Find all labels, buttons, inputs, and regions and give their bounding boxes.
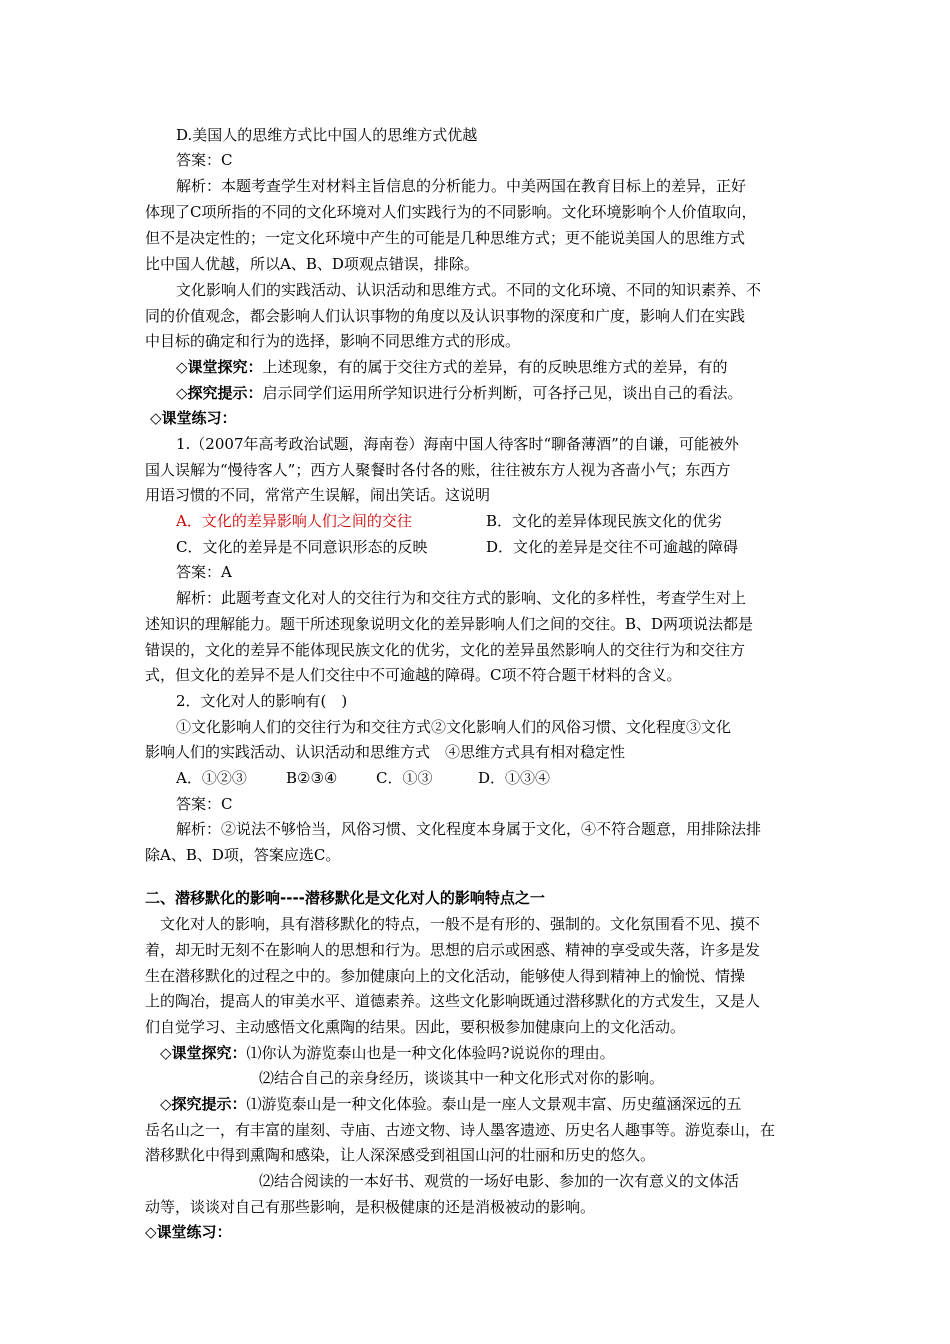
s2-practice-label: ◇课堂练习： — [145, 1223, 232, 1241]
paragraph-line: 文化影响人们的实践活动、认识活动和思维方式。不同的文化环境、不同的知识素养、不 — [176, 281, 762, 299]
s2-explore-1: ⑴你认为游览泰山也是一种文化体验吗?说说你的理由。 — [246, 1044, 615, 1062]
q1-analysis-line: 错误的，文化的差异不能体现民族文化的优劣，文化的差异虽然影响人的交往行为和交往方 — [145, 641, 746, 659]
analysis-line: 解析：本题考查学生对材料主旨信息的分析能力。中美两国在教育目标上的差异，正好 — [176, 177, 747, 195]
s2-hint-2-line: ⑵结合阅读的一本好书、观赏的一场好电影、参加的一次有意义的文体活 — [259, 1172, 740, 1190]
option-d: D.美国人的思维方式比中国人的思维方式优越 — [176, 126, 478, 144]
q2-stem: 2．文化对人的影响有( ) — [176, 692, 348, 710]
q2-option-b: B②③④ — [286, 769, 338, 787]
q1-stem-line: 国人误解为“慢待客人”；西方人聚餐时各付各的账，往往被东方人视为吝啬小气；东西方 — [145, 461, 731, 479]
hint-text: 启示同学们运用所学知识进行分析判断，可各抒己见，谈出自己的看法。 — [262, 384, 743, 402]
q1-option-a: A．文化的差异影响人们之间的交往 — [176, 512, 412, 530]
s2-hint-label: ◇探究提示： — [160, 1095, 247, 1113]
q2-analysis-line: 除A、B、D项，答案应选C。 — [145, 846, 341, 864]
s2-paragraph-line: 生在潜移默化的过程之中的。参加健康向上的文化活动，能够使人得到精神上的愉悦、情操 — [145, 967, 746, 985]
paragraph-line: 同的价值观念，都会影响人们认识事物的角度以及认识事物的深度和广度，影响人们在实践 — [145, 307, 746, 325]
analysis-line: 比中国人优越，所以A、B、D项观点错误，排除。 — [145, 255, 479, 273]
q2-option-c: C．①③ — [376, 769, 433, 787]
paragraph-line: 中目标的确定和行为的选择，影响不同思维方式的形成。 — [145, 332, 521, 350]
q1-option-d: D．文化的差异是交往不可逾越的障碍 — [486, 538, 739, 556]
s2-explore-2: ⑵结合自己的亲身经历，谈谈其中一种文化形式对你的影响。 — [259, 1069, 665, 1087]
q1-stem-line: 用语习惯的不同，常常产生误解，闹出笑话。这说明 — [145, 486, 491, 504]
s2-explore-label: ◇课堂探究： — [160, 1044, 247, 1062]
analysis-line: 但不是决定性的；一定文化环境中产生的可能是几种思维方式；更不能说美国人的思维方式 — [145, 229, 746, 247]
practice-label: ◇课堂练习： — [150, 409, 237, 427]
q1-analysis-line: 式，但文化的差异不是人们交往中不可逾越的障碍。C项不符合题干材料的含义。 — [145, 666, 682, 684]
s2-hint-1-line: 岳名山之一，有丰富的崖刻、寺庙、古迹文物、诗人墨客遗迹、历史名人趣事等。游览泰山，在 — [145, 1121, 776, 1139]
q1-answer: 答案：A — [176, 563, 232, 581]
analysis-line: 体现了C项所指的不同的文化环境对人们实践行为的不同影响。文化环境影响个人价值取向， — [145, 203, 757, 221]
explore-label: ◇课堂探究： — [176, 358, 263, 376]
q1-option-c: C．文化的差异是不同意识形态的反映 — [176, 538, 428, 556]
q2-option-a: A．①②③ — [176, 769, 247, 787]
s2-explore-line — [160, 1043, 615, 1063]
s2-paragraph-line: 着，却无时无刻不在影响人的思想和行为。思想的启示或困惑、精神的享受或失落，许多是发 — [145, 941, 761, 959]
q1-analysis-line: 述知识的理解能力。题干所述现象说明文化的差异影响人们之间的交往。B、D两项说法都是 — [145, 615, 754, 633]
q2-items-line: 影响人们的实践活动、认识活动和思维方式 ④思维方式具有相对稳定性 — [145, 743, 626, 761]
s2-hint-2-line: 动等，谈谈对自己有那些影响，是积极健康的还是消极被动的影响。 — [145, 1198, 596, 1216]
explore-line — [176, 357, 728, 377]
q2-analysis-line: 解析：②说法不够恰当，风俗习惯、文化程度本身属于文化，④不符合题意，用排除法排 — [176, 820, 762, 838]
s2-paragraph-line: 文化对人的影响，具有潜移默化的特点，一般不是有形的、强制的。文化氛围看不见、摸不 — [160, 915, 761, 933]
q2-items-line: ①文化影响人们的交往行为和交往方式②文化影响人们的风俗习惯、文化程度③文化 — [176, 718, 732, 736]
s2-paragraph-line: 们自觉学习、主动感悟文化熏陶的结果。因此，要积极参加健康向上的文化活动。 — [145, 1018, 686, 1036]
s2-hint-1: ⑴游览泰山是一种文化体验。泰山是一座人文景观丰富、历史蕴涵深远的五 — [246, 1095, 742, 1113]
s2-hint-line — [160, 1094, 742, 1114]
explore-text: 上述现象，有的属于交往方式的差异，有的反映思维方式的差异，有的 — [262, 358, 728, 376]
hint-line — [176, 383, 743, 403]
q1-option-b: B．文化的差异体现民族文化的优劣 — [486, 512, 723, 530]
section-heading: 二、潜移默化的影响----潜移默化是文化对人的影响特点之一 — [145, 889, 545, 907]
q1-stem-line: 1.（2007年高考政治试题，海南卷）海南中国人待客时“聊备薄酒”的自谦，可能被外 — [176, 435, 739, 453]
q2-answer: 答案：C — [176, 795, 233, 813]
hint-label: ◇探究提示： — [176, 384, 263, 402]
q1-analysis-line: 解析：此题考查文化对人的交往行为和交往方式的影响、文化的多样性，考查学生对上 — [176, 589, 747, 607]
answer: 答案：C — [176, 151, 233, 169]
s2-paragraph-line: 上的陶冶，提高人的审美水平、道德素养。这些文化影响既通过潜移默化的方式发生，又是人 — [145, 992, 761, 1010]
s2-hint-1-line: 潜移默化中得到熏陶和感染，让人深深感受到祖国山河的壮丽和历史的悠久。 — [145, 1146, 656, 1164]
q2-option-d: D．①③④ — [478, 769, 551, 787]
